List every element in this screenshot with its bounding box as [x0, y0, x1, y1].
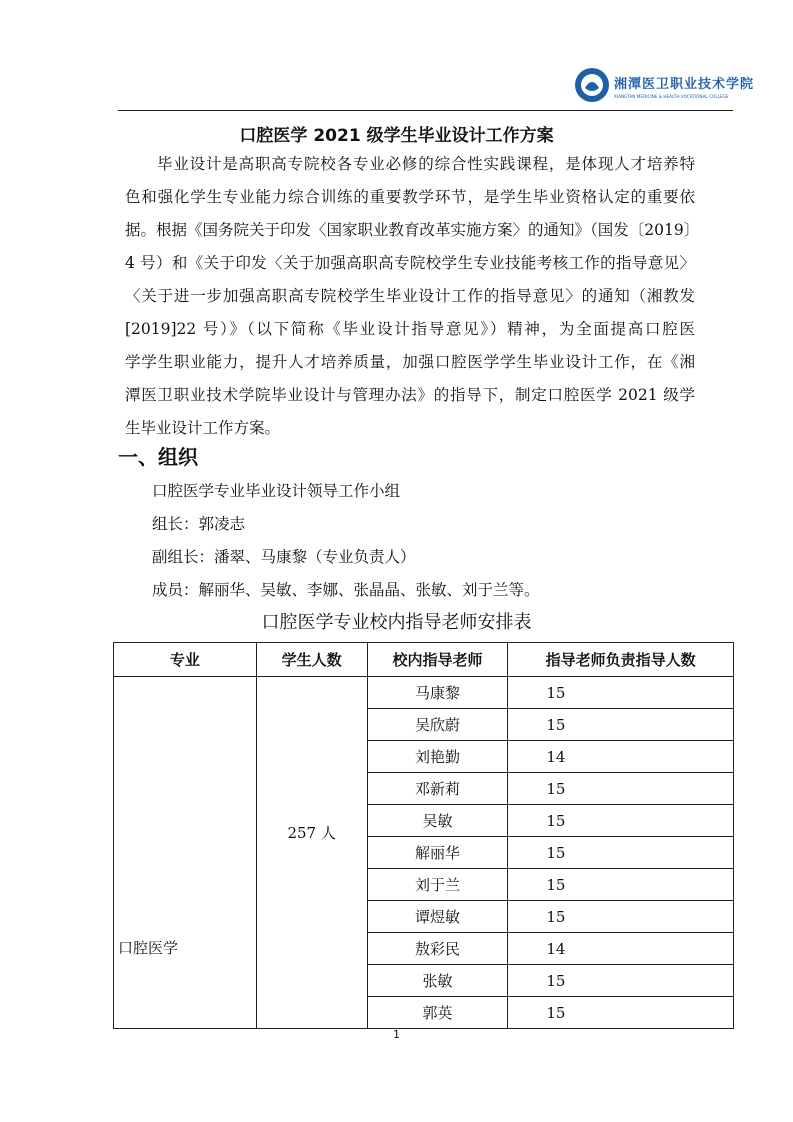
svg-text:XIANGTAN MEDICINE & HEALTH VOC: XIANGTAN MEDICINE & HEALTH VOCATIONAL COLLEGE: [614, 94, 729, 99]
cell-teacher: 马康黎: [367, 677, 508, 709]
org-members: 成员：解丽华、吴敏、李娜、张晶晶、张敏、刘于兰等。: [152, 581, 540, 599]
cell-count: 14: [508, 933, 734, 965]
cell-count: 15: [508, 773, 734, 805]
page-number: 1: [393, 1028, 400, 1041]
cell-teacher: 刘艳勤: [367, 741, 508, 773]
header-rule: [118, 110, 733, 111]
cell-teacher: 敖彩民: [367, 933, 508, 965]
cell-count: 15: [508, 869, 734, 901]
intro-line: 4 号）和《关于印发〈关于加强高职高专院校学生专业技能考核工作的指导意见〉: [125, 254, 695, 272]
header-students: 学生人数: [256, 643, 367, 677]
table-header-row: [114, 643, 734, 677]
intro-line: 潭医卫职业技术学院毕业设计与管理办法》的指导下，制定口腔医学 2021 级学: [125, 386, 695, 404]
cell-count: 15: [508, 965, 734, 997]
cell-teacher: 郭英: [367, 997, 508, 1029]
cell-teacher: 解丽华: [367, 837, 508, 869]
cell-count: 15: [508, 837, 734, 869]
cell-count: 15: [508, 805, 734, 837]
cell-count: 15: [508, 709, 734, 741]
header-major: 专业: [114, 643, 257, 677]
cell-teacher: 吴欣蔚: [367, 709, 508, 741]
header-teacher: 校内指导老师: [367, 643, 508, 677]
header-count: 指导老师负责指导人数: [508, 643, 734, 677]
intro-line: 色和强化学生专业能力综合训练的重要教学环节，是学生毕业资格认定的重要依: [125, 188, 695, 206]
org-group-name: 口腔医学专业毕业设计领导工作小组: [152, 482, 401, 500]
document-title: 口腔医学 2021 级学生毕业设计工作方案: [239, 126, 554, 146]
cell-count: 15: [508, 677, 734, 709]
intro-line: [2019]22 号）》（以下简称《毕业设计指导意见》）精神，为全面提高口腔医: [125, 320, 695, 338]
cell-count: 15: [508, 997, 734, 1029]
cell-teacher: 邓新莉: [367, 773, 508, 805]
table-caption: 口腔医学专业校内指导老师安排表: [261, 612, 532, 633]
intro-line: 学学生职业能力，提升人才培养质量，加强口腔医学学生毕业设计工作，在《湘: [125, 353, 695, 371]
table-row: [114, 677, 734, 709]
cell-major: 口腔医学: [114, 677, 257, 1029]
cell-teacher: 吴敏: [367, 805, 508, 837]
intro-line: 据。根据《国务院关于印发〈国家职业教育改革实施方案〉的通知》（国发〔2019〕: [125, 221, 700, 239]
org-deputy-leaders: 副组长：潘翠、马康黎（专业负责人）: [152, 548, 416, 566]
section-heading: 一、组织: [118, 445, 198, 469]
cell-teacher: 谭煜敏: [367, 901, 508, 933]
college-logo: [574, 66, 755, 104]
cell-students: 257 人: [256, 677, 367, 1029]
cell-count: 15: [508, 901, 734, 933]
cell-teacher: 张敏: [367, 965, 508, 997]
svg-text:湘潭医卫职业技术学院: 湘潭医卫职业技术学院: [614, 77, 755, 92]
college-seal-icon: [574, 66, 755, 104]
org-leader: 组长：郭凌志: [152, 515, 246, 533]
cell-count: 14: [508, 741, 734, 773]
cell-teacher: 刘于兰: [367, 869, 508, 901]
advisor-table: [113, 642, 734, 1029]
intro-line: 生毕业设计工作方案。: [125, 419, 281, 437]
intro-line: 〈关于进一步加强高职高专院校学生毕业设计工作的指导意见〉的通知（湘教发: [125, 287, 695, 305]
intro-line: 毕业设计是高职高专院校各专业必修的综合性实践课程，是体现人才培养特: [157, 155, 695, 173]
